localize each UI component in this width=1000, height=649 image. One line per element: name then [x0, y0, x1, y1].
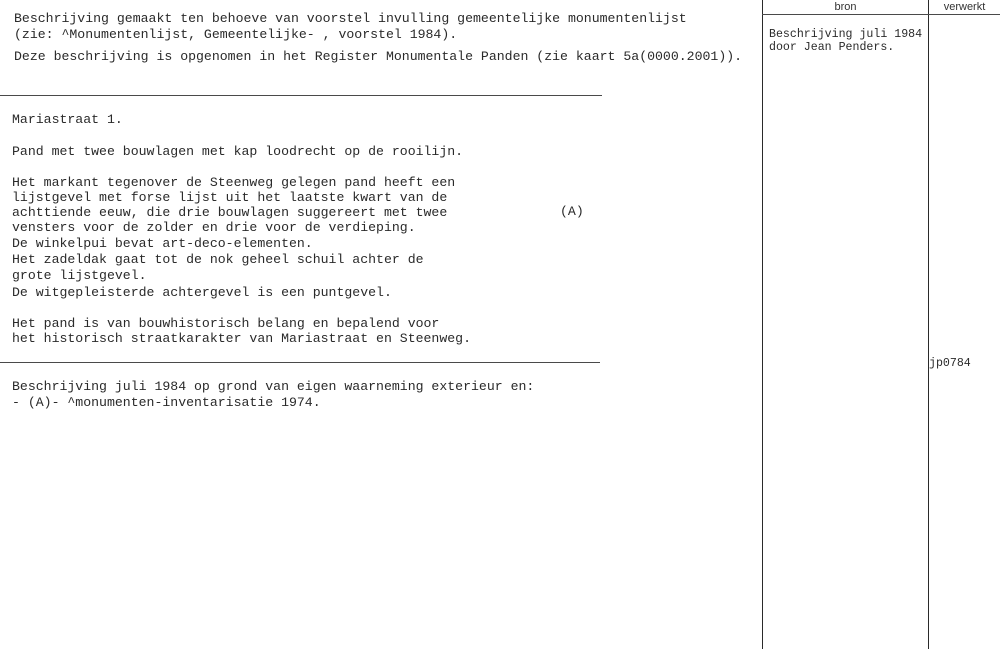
bron-line-2: door Jean Penders.	[769, 41, 895, 54]
address: Mariastraat 1.	[12, 112, 123, 127]
bron-column-right-border	[928, 0, 929, 649]
desc-line-1: Het markant tegenover de Steenweg gelegen pand heeft een	[12, 175, 456, 190]
summary: Pand met twee bouwlagen met kap loodrecht op de rooilijn.	[12, 144, 464, 159]
value-line-1: Het pand is van bouwhistorisch belang en bepalend voor	[12, 316, 440, 331]
value-line-2: het historisch straatkarakter van Mariastraat en Steenweg.	[12, 331, 471, 346]
desc-line-5: De winkelpui bevat art-deco-elementen.	[12, 236, 313, 251]
desc-line-7: grote lijstgevel.	[12, 268, 147, 283]
intro-line-2: (zie: ^Monumentenlijst, Gemeentelijke- , voorstel 1984).	[14, 27, 458, 42]
source-marker: (A)	[560, 204, 584, 219]
bron-line-1: Beschrijving juli 1984	[769, 28, 923, 41]
verwerkt-code: jp0784	[929, 357, 971, 370]
footer-line-1: Beschrijving juli 1984 op grond van eigen waarneming exterieur en:	[12, 379, 535, 394]
bron-header: bron	[834, 1, 857, 13]
desc-line-8: De witgepleisterde achtergevel is een puntgevel.	[12, 285, 392, 300]
verwerkt-header: verwerkt	[943, 1, 986, 13]
desc-line-2: lijstgevel met forse lijst uit het laatste kwart van de	[12, 190, 448, 205]
footer-line-2: - (A)- ^monumenten-inventarisatie 1974.	[12, 395, 321, 410]
desc-line-6: Het zadeldak gaat tot de nok geheel schuil achter de	[12, 252, 424, 267]
bron-column-left-border	[762, 0, 763, 649]
column-header-divider	[762, 14, 1000, 15]
divider-top	[0, 95, 602, 96]
intro-line-3: Deze beschrijving is opgenomen in het Register Monumentale Panden (zie kaart 5a(0000.2001)).	[14, 49, 743, 64]
divider-bottom	[0, 362, 600, 363]
desc-line-3: achttiende eeuw, die drie bouwlagen suggereert met twee	[12, 205, 448, 220]
intro-line-1: Beschrijving gemaakt ten behoeve van voorstel invulling gemeentelijke monumentenlijst	[14, 11, 687, 26]
desc-line-4: vensters voor de zolder en drie voor de verdieping.	[12, 220, 416, 235]
